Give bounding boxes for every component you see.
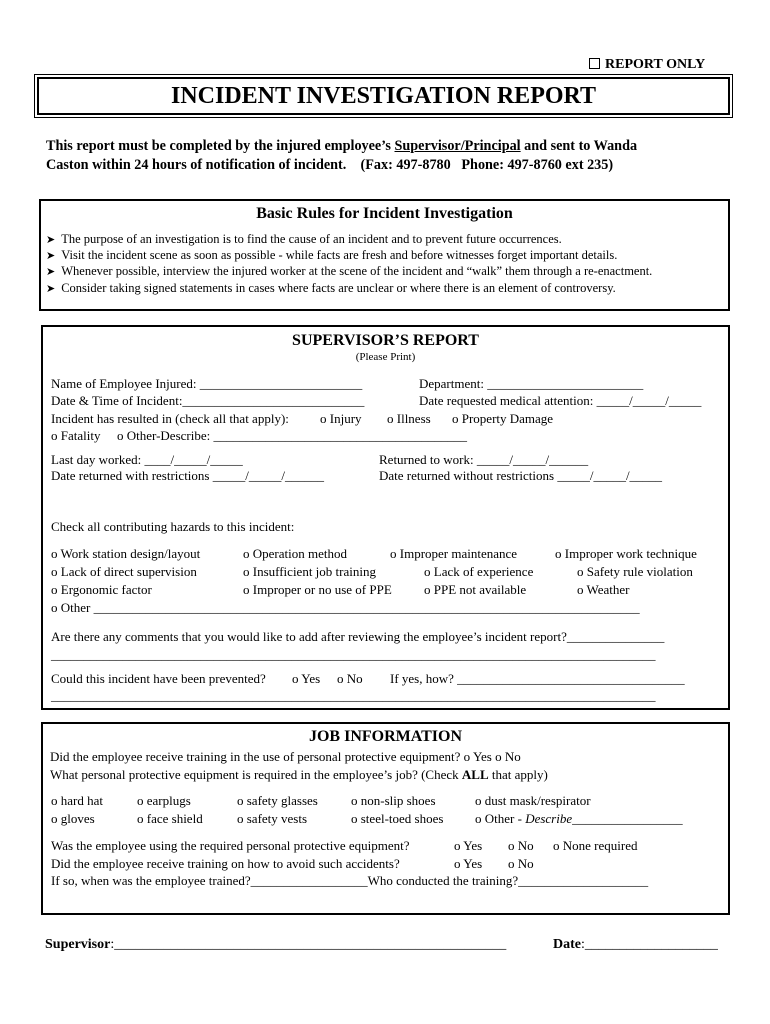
avoid-training-no-checkbox[interactable]: o No bbox=[508, 856, 534, 871]
hazard-checkbox[interactable]: o Operation method bbox=[243, 546, 347, 561]
supervisor-signature-field[interactable]: Supervisor:________________________________________________________ bbox=[45, 937, 507, 952]
supervisor-report-title: SUPERVISOR’S REPORT bbox=[292, 332, 479, 349]
ppe-checkbox[interactable]: o dust mask/respirator bbox=[475, 793, 591, 808]
hazards-label: Check all contributing hazards to this incident: bbox=[51, 519, 295, 534]
hazard-checkbox[interactable]: o Insufficient job training bbox=[243, 564, 376, 579]
using-ppe-yes-checkbox[interactable]: o Yes bbox=[454, 838, 483, 853]
injury-checkbox[interactable]: o Injury bbox=[320, 411, 362, 426]
ppe-checkbox[interactable]: o steel-toed shoes bbox=[351, 811, 444, 826]
arrow-bullet-icon: ➤ bbox=[46, 266, 56, 278]
rules-item: ➤ Visit the incident scene as soon as possible - while facts are fresh and before witnesses forget important details. bbox=[46, 248, 618, 262]
ppe-checkbox[interactable]: o gloves bbox=[51, 811, 95, 826]
rules-item: ➤ Consider taking signed statements in cases where facts are unclear or where there is an element of controversy. bbox=[46, 281, 616, 295]
hazard-checkbox[interactable]: o Improper work technique bbox=[555, 546, 697, 561]
hazard-checkbox[interactable]: o Weather bbox=[577, 582, 630, 597]
page-title: INCIDENT INVESTIGATION REPORT bbox=[170, 83, 597, 109]
training-date-trainer-field[interactable]: If so, when was the employee trained?__________________Who conducted the training?____________________ bbox=[51, 873, 649, 888]
hazard-checkbox[interactable]: o Work station design/layout bbox=[51, 546, 201, 561]
report-only-option[interactable] bbox=[589, 57, 705, 73]
ppe-required-question: What personal protective equipment is required in the employee’s job? (Check ALL that apply) bbox=[50, 767, 548, 782]
report-only-label: REPORT ONLY bbox=[605, 57, 706, 72]
intro-line-2: Caston within 24 hours of notification of incident. (Fax: 497-8780 Phone: 497-8760 ext 235) bbox=[46, 157, 614, 173]
using-ppe-no-checkbox[interactable]: o No bbox=[508, 838, 534, 853]
property-damage-checkbox[interactable]: o Property Damage bbox=[452, 411, 554, 426]
ppe-training-question[interactable]: Did the employee receive training in the use of personal protective equipment? o Yes o No bbox=[50, 749, 521, 764]
ppe-checkbox[interactable]: o non-slip shoes bbox=[351, 793, 436, 808]
returned-with-restrictions-field[interactable]: Date returned with restrictions _____/_____/______ bbox=[51, 468, 324, 483]
ppe-checkbox[interactable]: o face shield bbox=[137, 811, 203, 826]
employee-name-field[interactable]: Name of Employee Injured: _________________________ bbox=[51, 376, 363, 391]
hazard-checkbox[interactable]: o Improper maintenance bbox=[390, 546, 518, 561]
returned-without-restrictions-field[interactable]: Date returned without restrictions _____/_____/_____ bbox=[379, 468, 663, 483]
supervisor-principal-text: Supervisor/Principal bbox=[394, 138, 521, 154]
fatality-checkbox[interactable]: o Fatality bbox=[51, 428, 101, 443]
none-required-checkbox[interactable]: o None required bbox=[553, 838, 638, 853]
hazard-checkbox[interactable]: o Lack of direct supervision bbox=[51, 564, 197, 579]
avoid-training-question: Did the employee receive training on how to avoid such accidents? bbox=[51, 856, 400, 871]
last-day-worked-field[interactable]: Last day worked: ____/_____/_____ bbox=[51, 452, 243, 467]
ppe-checkbox[interactable]: o safety glasses bbox=[237, 793, 318, 808]
prevented-line[interactable]: _____________________________________________________________________________________________ bbox=[51, 688, 656, 703]
arrow-bullet-icon: ➤ bbox=[46, 283, 56, 295]
prevented-yes-checkbox[interactable]: o Yes bbox=[292, 671, 321, 686]
hazard-checkbox[interactable]: o PPE not available bbox=[424, 582, 527, 597]
returned-to-work-field[interactable]: Returned to work: _____/_____/______ bbox=[379, 452, 589, 467]
date-field[interactable]: Date:___________________ bbox=[553, 937, 718, 952]
prevented-no-checkbox[interactable]: o No bbox=[337, 671, 363, 686]
rules-title: Basic Rules for Incident Investigation bbox=[256, 205, 513, 222]
incident-result-label: Incident has resulted in (check all that apply): bbox=[51, 411, 289, 426]
rules-item: ➤ The purpose of an investigation is to find the cause of an incident and to prevent future occurrences. bbox=[46, 232, 562, 246]
comments-line[interactable]: _____________________________________________________________________________________________ bbox=[51, 647, 656, 662]
other-describe-field[interactable]: o Other-Describe: _______________________________________ bbox=[117, 428, 467, 443]
using-ppe-question: Was the employee using the required personal protective equipment? bbox=[51, 838, 410, 853]
ppe-checkbox[interactable]: o safety vests bbox=[237, 811, 308, 826]
hazard-other-field[interactable]: o Other ____________________________________________________________________________________ bbox=[51, 600, 640, 615]
report-only-checkbox[interactable] bbox=[589, 58, 600, 69]
intro-line-1: This report must be completed by the injured employee’s Supervisor/Principal and sent to Wanda bbox=[46, 138, 638, 154]
prevented-question: Could this incident have been prevented? bbox=[51, 671, 266, 686]
department-field[interactable]: Department: ________________________ bbox=[419, 376, 644, 391]
hazard-checkbox[interactable]: o Lack of experience bbox=[424, 564, 534, 579]
please-print-note: (Please Print) bbox=[355, 351, 416, 363]
hazard-checkbox[interactable]: o Safety rule violation bbox=[577, 564, 693, 579]
ppe-checkbox[interactable]: o earplugs bbox=[137, 793, 191, 808]
prevented-how-field[interactable]: If yes, how? ___________________________________ bbox=[390, 671, 685, 686]
ppe-checkbox[interactable]: o hard hat bbox=[51, 793, 103, 808]
avoid-training-yes-checkbox[interactable]: o Yes bbox=[454, 856, 483, 871]
illness-checkbox[interactable]: o Illness bbox=[387, 411, 431, 426]
ppe-other-field[interactable]: o Other - Describe_________________ bbox=[475, 811, 683, 826]
job-information-title: JOB INFORMATION bbox=[308, 728, 463, 745]
arrow-bullet-icon: ➤ bbox=[46, 234, 56, 246]
hazard-checkbox[interactable]: o Ergonomic factor bbox=[51, 582, 152, 597]
arrow-bullet-icon: ➤ bbox=[46, 250, 56, 262]
medical-attention-date-field[interactable]: Date requested medical attention: _____/_____/_____ bbox=[419, 393, 702, 408]
incident-datetime-field[interactable]: Date & Time of Incident:____________________________ bbox=[51, 393, 365, 408]
hazard-checkbox[interactable]: o Improper or no use of PPE bbox=[243, 582, 392, 597]
rules-item: ➤ Whenever possible, interview the injured worker at the scene of the incident and “walk” them through a re-enactment. bbox=[46, 264, 653, 278]
comments-question[interactable]: Are there any comments that you would like to add after reviewing the employee’s incident report?_______________ bbox=[51, 629, 665, 644]
